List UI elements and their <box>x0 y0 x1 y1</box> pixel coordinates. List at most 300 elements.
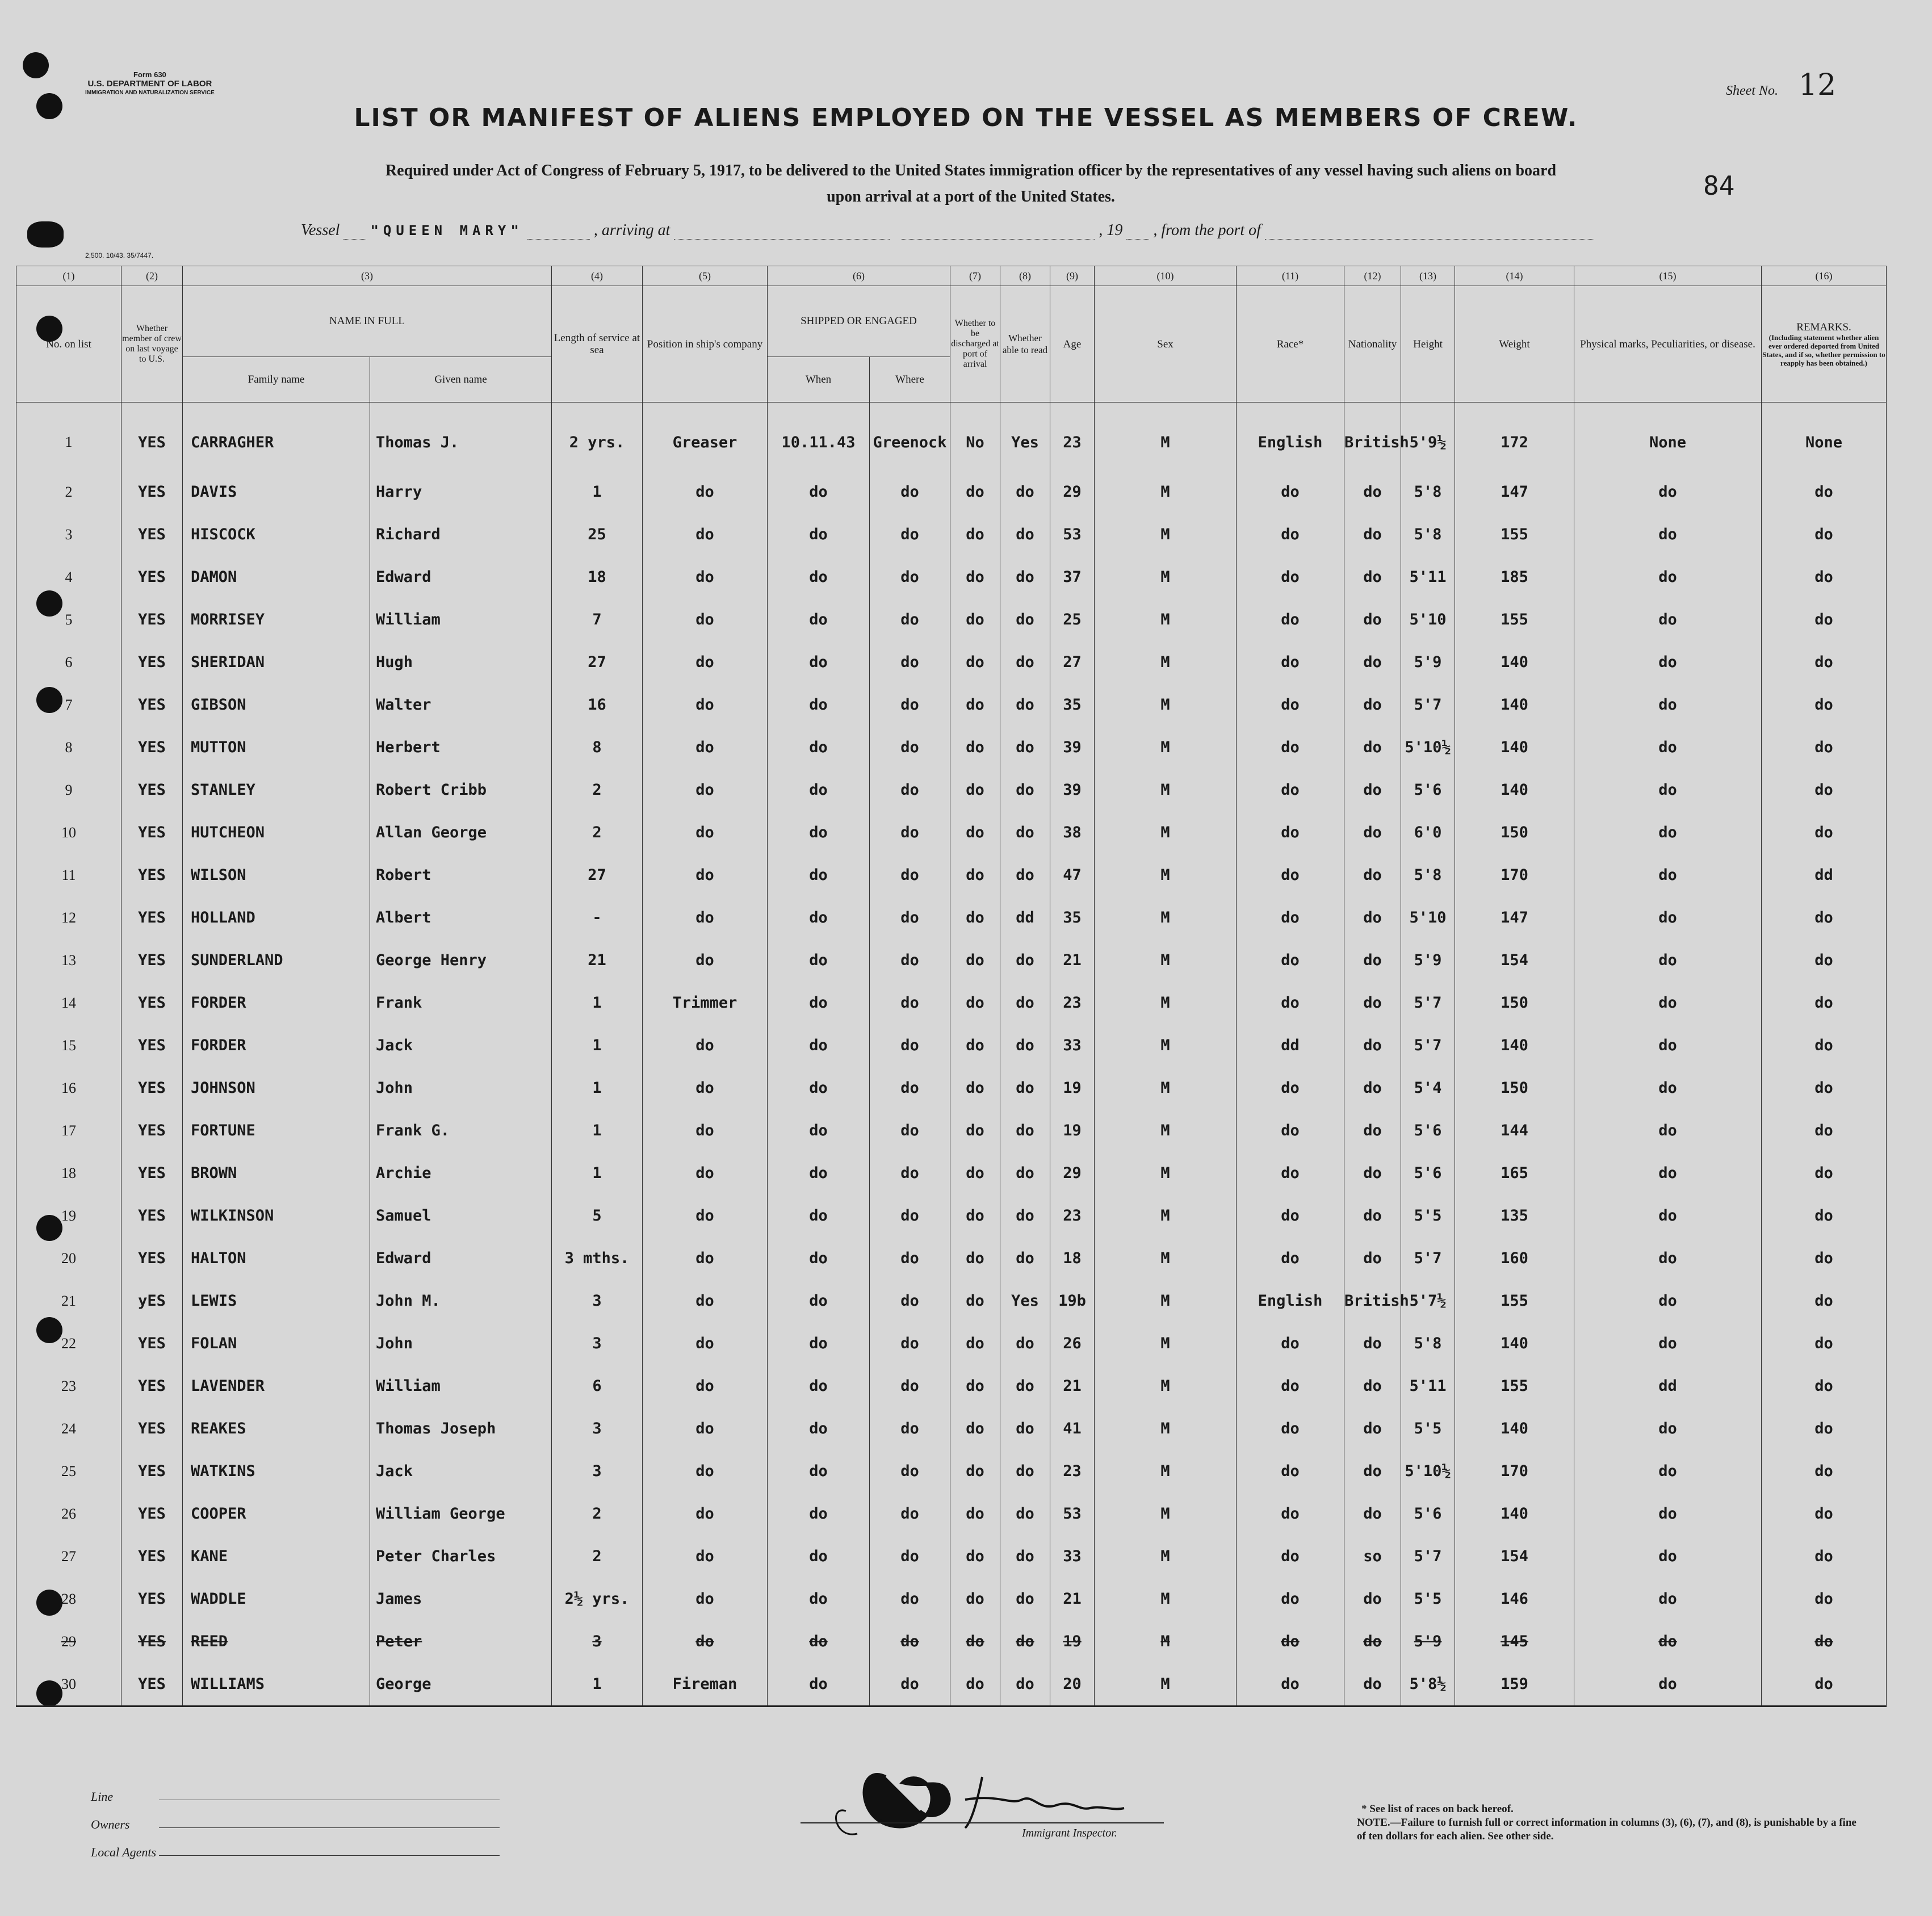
last-voyage-cell: YES <box>121 513 183 556</box>
shipped-when-cell: do <box>768 982 870 1024</box>
crew-row <box>16 1578 1887 1620</box>
physical-marks-cell: do <box>1574 1194 1762 1237</box>
family-name-cell: MORRISEY <box>183 598 370 641</box>
crew-row <box>16 1237 1887 1280</box>
able-to-read-cell: do <box>1000 726 1050 769</box>
given-name-cell: George <box>370 1663 552 1707</box>
header-last-voyage: Whether member of crew on last voyage to U.S. <box>121 286 183 403</box>
remarks-cell: do <box>1762 1067 1887 1109</box>
last-voyage-cell: YES <box>121 1152 183 1194</box>
shipped-when-cell: do <box>768 1450 870 1492</box>
position-cell: do <box>643 1067 768 1109</box>
height-cell: 5'10½ <box>1401 726 1455 769</box>
physical-marks-cell: do <box>1574 684 1762 726</box>
last-voyage-cell: YES <box>121 1620 183 1663</box>
nationality-cell: do <box>1344 598 1401 641</box>
race-cell: do <box>1237 471 1344 513</box>
sex-cell: M <box>1095 556 1237 598</box>
race-cell: do <box>1237 769 1344 811</box>
family-name-cell: HOLLAND <box>183 896 370 939</box>
position-cell: do <box>643 939 768 982</box>
given-name-cell: Jack <box>370 1450 552 1492</box>
given-name-cell: Samuel <box>370 1194 552 1237</box>
remarks-title: REMARKS. <box>1796 321 1851 333</box>
crew-row <box>16 1365 1887 1407</box>
weight-cell: 140 <box>1455 769 1574 811</box>
col-num-2: (2) <box>121 266 183 286</box>
shipped-where-cell: do <box>870 982 950 1024</box>
nationality-cell: do <box>1344 1407 1401 1450</box>
remarks-cell: do <box>1762 684 1887 726</box>
family-name-cell: LAVENDER <box>183 1365 370 1407</box>
remarks-cell: do <box>1762 1024 1887 1067</box>
remarks-cell: do <box>1762 982 1887 1024</box>
col-num-8: (8) <box>1000 266 1050 286</box>
nationality-cell: do <box>1344 726 1401 769</box>
row-number: 19 <box>16 1194 121 1237</box>
last-voyage-cell: YES <box>121 982 183 1024</box>
shipped-where-cell: do <box>870 1280 950 1322</box>
able-to-read-cell: do <box>1000 854 1050 896</box>
able-to-read-cell: do <box>1000 684 1050 726</box>
subtitle-line-2: upon arrival at a port of the United States. <box>827 188 1115 206</box>
remarks-cell: do <box>1762 1578 1887 1620</box>
last-voyage-cell: YES <box>121 641 183 684</box>
last-voyage-cell: YES <box>121 684 183 726</box>
weight-cell: 155 <box>1455 513 1574 556</box>
last-voyage-cell: YES <box>121 598 183 641</box>
age-cell: 19 <box>1050 1109 1095 1152</box>
remarks-cell: do <box>1762 1237 1887 1280</box>
height-cell: 5'10½ <box>1401 1450 1455 1492</box>
sex-cell: M <box>1095 684 1237 726</box>
last-voyage-cell: YES <box>121 1024 183 1067</box>
family-name-cell: HALTON <box>183 1237 370 1280</box>
header-no-on-list: No. on list <box>16 286 121 403</box>
remarks-cell: do <box>1762 1109 1887 1152</box>
shipped-where-cell: do <box>870 1152 950 1194</box>
crew-row <box>16 1109 1887 1152</box>
remarks-cell: do <box>1762 769 1887 811</box>
shipped-where-cell: do <box>870 726 950 769</box>
last-voyage-cell: YES <box>121 896 183 939</box>
age-cell: 19b <box>1050 1280 1095 1322</box>
nationality-cell: British <box>1344 403 1401 471</box>
shipped-where-cell: Greenock <box>870 403 950 471</box>
weight-cell: 172 <box>1455 403 1574 471</box>
weight-cell: 145 <box>1455 1620 1574 1663</box>
sex-cell: M <box>1095 1237 1237 1280</box>
able-to-read-cell: do <box>1000 1109 1050 1152</box>
age-cell: 29 <box>1050 471 1095 513</box>
shipped-when-cell: do <box>768 1237 870 1280</box>
weight-cell: 170 <box>1455 854 1574 896</box>
service-name: IMMIGRATION AND NATURALIZATION SERVICE <box>85 90 215 96</box>
given-name-cell: Frank G. <box>370 1109 552 1152</box>
row-number: 14 <box>16 982 121 1024</box>
shipped-when-cell: do <box>768 1578 870 1620</box>
col-num-6: (6) <box>768 266 950 286</box>
remarks-cell: do <box>1762 1620 1887 1663</box>
race-cell: do <box>1237 556 1344 598</box>
discharged-cell: do <box>950 1237 1000 1280</box>
last-voyage-cell: YES <box>121 1535 183 1578</box>
race-cell: do <box>1237 641 1344 684</box>
sex-cell: M <box>1095 598 1237 641</box>
remarks-cell: do <box>1762 1322 1887 1365</box>
row-number: 7 <box>16 684 121 726</box>
shipped-when-cell: do <box>768 896 870 939</box>
header-where: Where <box>870 357 950 402</box>
height-cell: 5'4 <box>1401 1067 1455 1109</box>
sex-cell: M <box>1095 1407 1237 1450</box>
last-voyage-cell: YES <box>121 556 183 598</box>
row-number: 16 <box>16 1067 121 1109</box>
age-cell: 23 <box>1050 982 1095 1024</box>
header-position: Position in ship's company <box>643 286 768 403</box>
position-cell: do <box>643 1024 768 1067</box>
discharged-cell: do <box>950 471 1000 513</box>
physical-marks-cell: do <box>1574 896 1762 939</box>
shipped-when-cell: do <box>768 556 870 598</box>
col-num-7: (7) <box>950 266 1000 286</box>
weight-cell: 135 <box>1455 1194 1574 1237</box>
age-cell: 23 <box>1050 1194 1095 1237</box>
col-num-16: (16) <box>1762 266 1887 286</box>
age-cell: 21 <box>1050 1365 1095 1407</box>
print-code: 2,500. 10/43. 35/7447. <box>85 251 154 259</box>
physical-marks-cell: do <box>1574 1067 1762 1109</box>
age-cell: 39 <box>1050 726 1095 769</box>
footer-owner-fields <box>91 1789 156 1873</box>
crew-row <box>16 811 1887 854</box>
service-length-cell: 21 <box>552 939 643 982</box>
physical-marks-cell: do <box>1574 1322 1762 1365</box>
discharged-cell: do <box>950 1407 1000 1450</box>
col-num-3: (3) <box>183 266 552 286</box>
race-cell: do <box>1237 684 1344 726</box>
nationality-cell: do <box>1344 641 1401 684</box>
position-cell: do <box>643 1109 768 1152</box>
shipped-where-cell: do <box>870 641 950 684</box>
family-name-cell: JOHNSON <box>183 1067 370 1109</box>
shipped-when-cell: do <box>768 1194 870 1237</box>
sex-cell: M <box>1095 939 1237 982</box>
row-number: 24 <box>16 1407 121 1450</box>
penalty-note: NOTE.—Failure to furnish full or correct information in columns (3), (6), (7), and (8), is punishable by a fine of ten dollars for each alien. See other side. <box>1357 1817 1856 1842</box>
discharged-cell: do <box>950 598 1000 641</box>
sex-cell: M <box>1095 982 1237 1024</box>
remarks-cell: do <box>1762 513 1887 556</box>
shipped-where-cell: do <box>870 854 950 896</box>
position-cell: Fireman <box>643 1663 768 1707</box>
header-given-name: Given name <box>370 357 552 402</box>
position-cell: do <box>643 1194 768 1237</box>
given-name-cell: John <box>370 1067 552 1109</box>
race-cell: do <box>1237 1535 1344 1578</box>
position-cell: do <box>643 1492 768 1535</box>
race-cell: do <box>1237 1578 1344 1620</box>
age-cell: 29 <box>1050 1152 1095 1194</box>
given-name-cell: Walter <box>370 684 552 726</box>
shipped-where-cell: do <box>870 1237 950 1280</box>
position-cell: do <box>643 598 768 641</box>
row-number: 8 <box>16 726 121 769</box>
col-num-13: (13) <box>1401 266 1455 286</box>
last-voyage-cell: YES <box>121 1237 183 1280</box>
row-number: 4 <box>16 556 121 598</box>
physical-marks-cell: do <box>1574 939 1762 982</box>
last-voyage-cell: YES <box>121 1578 183 1620</box>
discharged-cell: do <box>950 982 1000 1024</box>
row-number: 28 <box>16 1578 121 1620</box>
form-number: Form 630 <box>133 70 166 79</box>
last-voyage-cell: YES <box>121 726 183 769</box>
remarks-cell: do <box>1762 556 1887 598</box>
inspector-signature-line <box>801 1822 1164 1823</box>
position-cell: Trimmer <box>643 982 768 1024</box>
able-to-read-cell: do <box>1000 811 1050 854</box>
race-cell: do <box>1237 854 1344 896</box>
race-cell: do <box>1237 1407 1344 1450</box>
sex-cell: M <box>1095 1109 1237 1152</box>
nationality-cell: do <box>1344 1237 1401 1280</box>
row-number: 9 <box>16 769 121 811</box>
race-cell: dd <box>1237 1024 1344 1067</box>
nationality-cell: do <box>1344 1450 1401 1492</box>
race-cell: do <box>1237 513 1344 556</box>
discharged-cell: do <box>950 1152 1000 1194</box>
row-number: 2 <box>16 471 121 513</box>
weight-cell: 140 <box>1455 1492 1574 1535</box>
crew-row <box>16 726 1887 769</box>
family-name-cell: FORDER <box>183 982 370 1024</box>
owners-label: Owners <box>91 1817 130 1831</box>
able-to-read-cell: do <box>1000 1578 1050 1620</box>
row-number: 29 <box>16 1620 121 1663</box>
able-to-read-cell: do <box>1000 513 1050 556</box>
position-cell: do <box>643 1152 768 1194</box>
position-cell: do <box>643 641 768 684</box>
discharged-cell: do <box>950 1322 1000 1365</box>
age-cell: 19 <box>1050 1067 1095 1109</box>
nationality-cell: do <box>1344 1109 1401 1152</box>
last-voyage-cell: YES <box>121 471 183 513</box>
position-cell: do <box>643 684 768 726</box>
sex-cell: M <box>1095 1620 1237 1663</box>
row-number: 20 <box>16 1237 121 1280</box>
row-number: 10 <box>16 811 121 854</box>
given-name-cell: Edward <box>370 556 552 598</box>
family-name-cell: CARRAGHER <box>183 403 370 471</box>
last-voyage-cell: YES <box>121 1407 183 1450</box>
header-when: When <box>768 357 870 402</box>
remarks-cell: do <box>1762 1663 1887 1707</box>
remarks-cell: do <box>1762 939 1887 982</box>
given-name-cell: Frank <box>370 982 552 1024</box>
shipped-when-cell: do <box>768 1492 870 1535</box>
given-name-cell: Edward <box>370 1237 552 1280</box>
sex-cell: M <box>1095 1663 1237 1707</box>
shipped-where-cell: do <box>870 1663 950 1707</box>
race-cell: do <box>1237 1152 1344 1194</box>
col-num-11: (11) <box>1237 266 1344 286</box>
weight-cell: 154 <box>1455 1535 1574 1578</box>
sex-cell: M <box>1095 811 1237 854</box>
shipped-when-cell: do <box>768 1535 870 1578</box>
nationality-cell: do <box>1344 939 1401 982</box>
family-name-cell: HUTCHEON <box>183 811 370 854</box>
able-to-read-cell: do <box>1000 1152 1050 1194</box>
shipped-when-cell: do <box>768 726 870 769</box>
position-cell: do <box>643 1578 768 1620</box>
position-cell: do <box>643 1450 768 1492</box>
physical-marks-cell: dd <box>1574 1365 1762 1407</box>
height-cell: 5'10 <box>1401 896 1455 939</box>
crew-row <box>16 403 1887 471</box>
physical-marks-cell: do <box>1574 1492 1762 1535</box>
service-length-cell: 3 <box>552 1450 643 1492</box>
race-cell: do <box>1237 1450 1344 1492</box>
last-voyage-cell: YES <box>121 1663 183 1707</box>
able-to-read-cell: dd <box>1000 896 1050 939</box>
sex-cell: M <box>1095 726 1237 769</box>
crew-row <box>16 896 1887 939</box>
last-voyage-cell: YES <box>121 403 183 471</box>
physical-marks-cell: do <box>1574 854 1762 896</box>
family-name-cell: DAVIS <box>183 471 370 513</box>
family-name-cell: HISCOCK <box>183 513 370 556</box>
discharged-cell: do <box>950 1492 1000 1535</box>
row-number: 1 <box>16 403 121 471</box>
age-cell: 23 <box>1050 1450 1095 1492</box>
shipped-when-cell: do <box>768 598 870 641</box>
physical-marks-cell: do <box>1574 1578 1762 1620</box>
service-length-cell: - <box>552 896 643 939</box>
able-to-read-cell: do <box>1000 982 1050 1024</box>
family-name-cell: WATKINS <box>183 1450 370 1492</box>
position-cell: do <box>643 896 768 939</box>
sheet-number <box>1726 68 1836 102</box>
age-cell: 19 <box>1050 1620 1095 1663</box>
physical-marks-cell: do <box>1574 1535 1762 1578</box>
position-cell: do <box>643 769 768 811</box>
service-length-cell: 2 <box>552 1535 643 1578</box>
service-length-cell: 3 <box>552 1407 643 1450</box>
nationality-cell: do <box>1344 1024 1401 1067</box>
sheet-label: Sheet No. <box>1726 83 1778 98</box>
physical-marks-cell: do <box>1574 513 1762 556</box>
height-cell: 5'11 <box>1401 1365 1455 1407</box>
nationality-cell: do <box>1344 982 1401 1024</box>
crew-row <box>16 982 1887 1024</box>
physical-marks-cell: do <box>1574 1663 1762 1707</box>
sex-cell: M <box>1095 769 1237 811</box>
remarks-cell: do <box>1762 811 1887 854</box>
service-length-cell: 3 <box>552 1322 643 1365</box>
family-name-cell: SUNDERLAND <box>183 939 370 982</box>
race-cell: English <box>1237 1280 1344 1322</box>
department-name: U.S. DEPARTMENT OF LABOR <box>87 79 212 89</box>
year-label: , 19 <box>1099 221 1123 239</box>
family-name-cell: STANLEY <box>183 769 370 811</box>
header-physical-marks: Physical marks, Peculiarities, or disease. <box>1574 286 1762 403</box>
remarks-cell: do <box>1762 1492 1887 1535</box>
sex-cell: M <box>1095 896 1237 939</box>
weight-cell: 150 <box>1455 1067 1574 1109</box>
remarks-cell: do <box>1762 471 1887 513</box>
crew-row <box>16 684 1887 726</box>
family-name-cell: WILKINSON <box>183 1194 370 1237</box>
physical-marks-cell: do <box>1574 1152 1762 1194</box>
last-voyage-cell: YES <box>121 1194 183 1237</box>
row-number: 21 <box>16 1280 121 1322</box>
given-name-cell: John <box>370 1322 552 1365</box>
crew-row <box>16 1407 1887 1450</box>
sex-cell: M <box>1095 1578 1237 1620</box>
last-voyage-cell: YES <box>121 854 183 896</box>
nationality-cell: do <box>1344 1365 1401 1407</box>
physical-marks-cell: do <box>1574 556 1762 598</box>
given-name-cell: Thomas J. <box>370 403 552 471</box>
position-cell: do <box>643 513 768 556</box>
shipped-when-cell: do <box>768 1067 870 1109</box>
shipped-where-cell: do <box>870 598 950 641</box>
given-name-cell: Peter <box>370 1620 552 1663</box>
last-voyage-cell: YES <box>121 1322 183 1365</box>
shipped-when-cell: do <box>768 684 870 726</box>
able-to-read-cell: do <box>1000 1450 1050 1492</box>
weight-cell: 160 <box>1455 1237 1574 1280</box>
weight-cell: 140 <box>1455 1322 1574 1365</box>
family-name-cell: GIBSON <box>183 684 370 726</box>
family-name-cell: MUTTON <box>183 726 370 769</box>
position-cell: do <box>643 1620 768 1663</box>
sex-cell: M <box>1095 1280 1237 1322</box>
last-voyage-cell: YES <box>121 811 183 854</box>
service-length-cell: 5 <box>552 1194 643 1237</box>
shipped-when-cell: do <box>768 939 870 982</box>
shipped-where-cell: do <box>870 896 950 939</box>
service-length-cell: 27 <box>552 641 643 684</box>
race-cell: do <box>1237 1322 1344 1365</box>
remarks-cell: dd <box>1762 854 1887 896</box>
age-cell: 21 <box>1050 939 1095 982</box>
crew-row <box>16 1492 1887 1535</box>
family-name-cell: WILSON <box>183 854 370 896</box>
discharged-cell: do <box>950 1194 1000 1237</box>
weight-cell: 155 <box>1455 598 1574 641</box>
given-name-cell: Allan George <box>370 811 552 854</box>
nationality-cell: do <box>1344 1620 1401 1663</box>
discharged-cell: do <box>950 896 1000 939</box>
col-num-15: (15) <box>1574 266 1762 286</box>
discharged-cell: do <box>950 684 1000 726</box>
position-cell: Greaser <box>643 403 768 471</box>
physical-marks-cell: do <box>1574 641 1762 684</box>
row-number: 22 <box>16 1322 121 1365</box>
row-number: 13 <box>16 939 121 982</box>
discharged-cell: do <box>950 513 1000 556</box>
shipped-where-cell: do <box>870 1067 950 1109</box>
shipped-where-cell: do <box>870 1322 950 1365</box>
remarks-cell: do <box>1762 726 1887 769</box>
shipped-where-cell: do <box>870 1194 950 1237</box>
shipped-where-cell: do <box>870 1109 950 1152</box>
family-name-cell: SHERIDAN <box>183 641 370 684</box>
discharged-cell: No <box>950 403 1000 471</box>
weight-cell: 144 <box>1455 1109 1574 1152</box>
